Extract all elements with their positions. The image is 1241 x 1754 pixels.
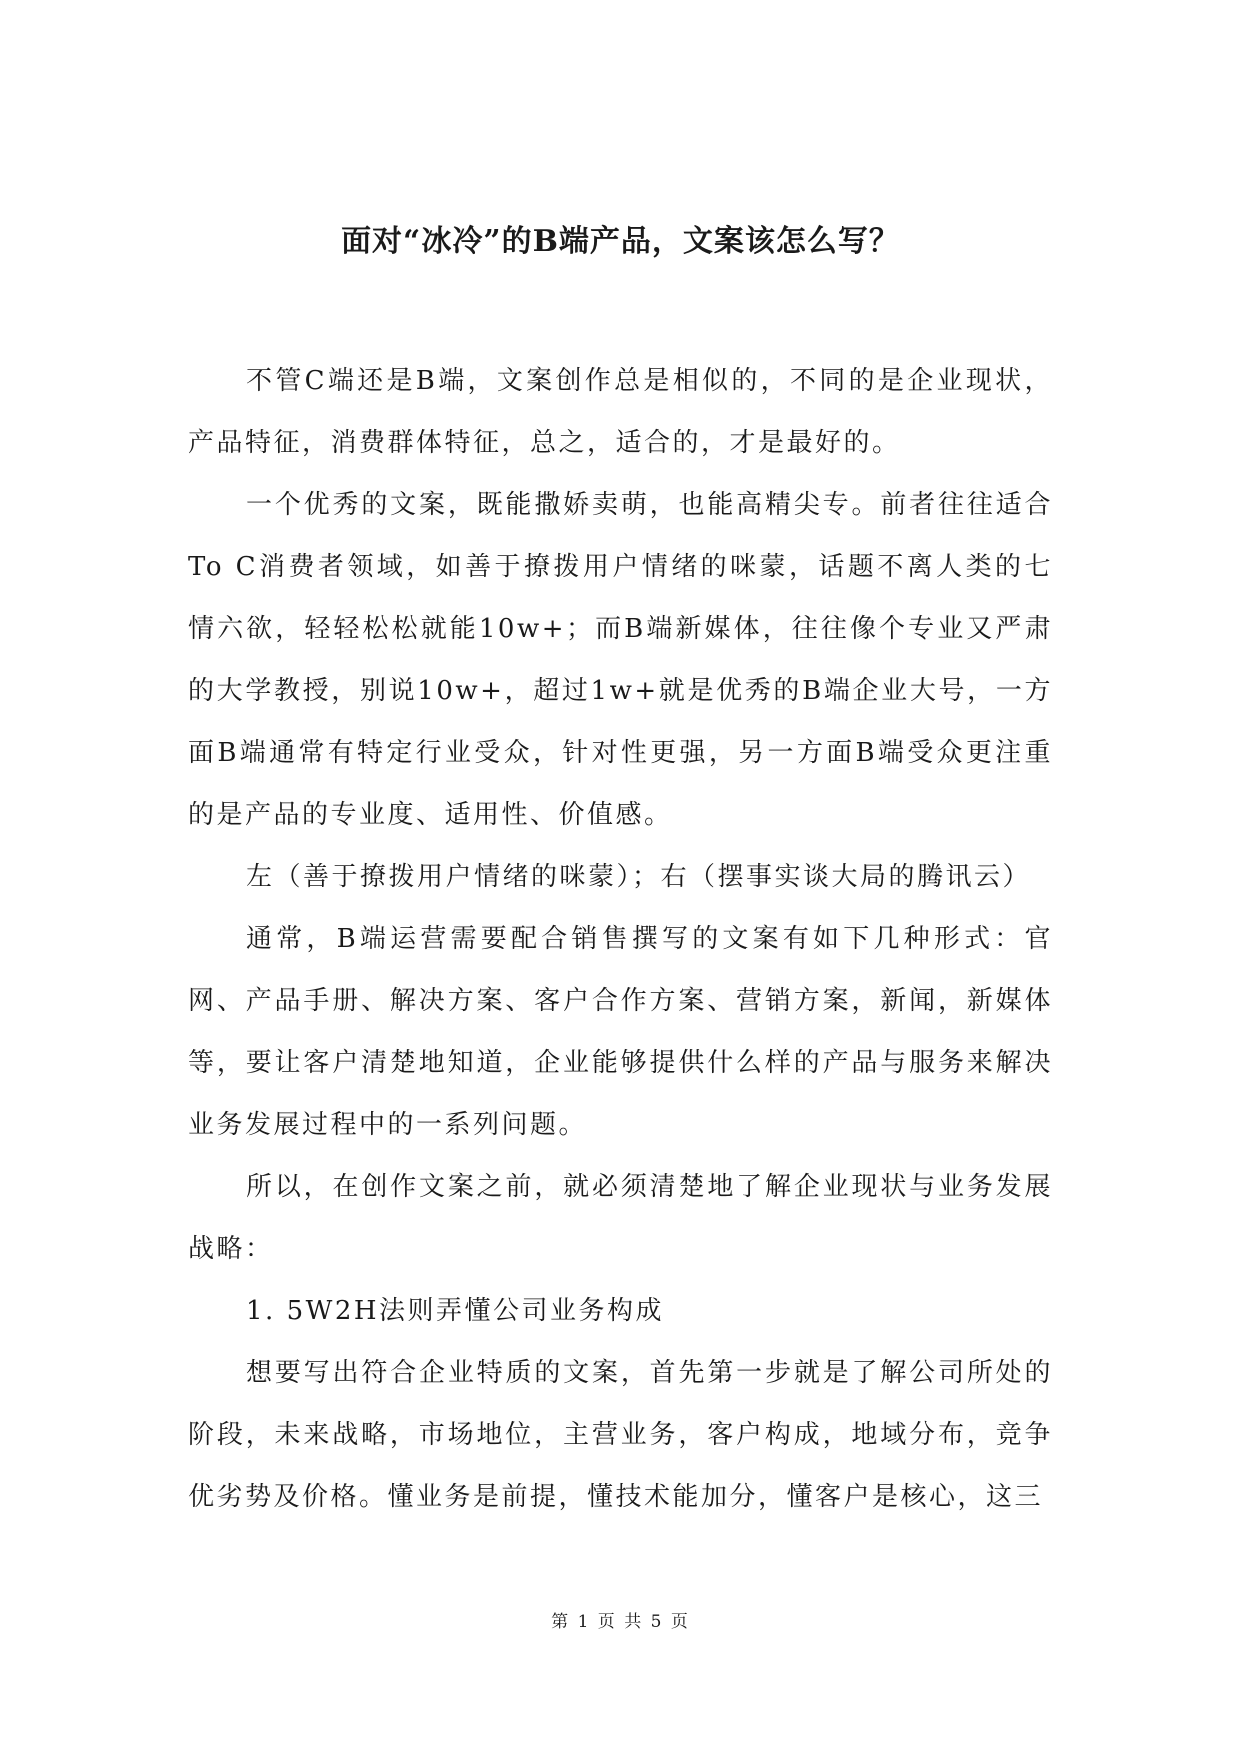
- page-footer: 第 1 页 共 5 页: [551, 1612, 690, 1632]
- paragraph: 通常，B端运营需要配合销售撰写的文案有如下几种形式：官网、产品手册、解决方案、客户合作方案、营销方案，新闻，新媒体等，要让客户清楚地知道，企业能够提供什么样的产品与服务来解决业务发展过程中的一系列问题。: [188, 924, 1053, 1140]
- paragraph: 不管C端还是B端，文案创作总是相似的，不同的是企业现状，产品特征，消费群体特征，总之，适合的，才是最好的。: [188, 366, 1053, 458]
- paragraph: 所以，在创作文案之前，就必须清楚地了解企业现状与业务发展战略：: [188, 1172, 1053, 1264]
- document-title: 面对“冰冷”的B端产品，文案该怎么写？: [341, 224, 900, 259]
- paragraph: 想要写出符合企业特质的文案，首先第一步就是了解公司所处的阶段，未来战略，市场地位，主营业务，客户构成，地域分布，竞争优劣势及价格。懂业务是前提，懂技术能加分，懂客户是核心，这三: [188, 1358, 1053, 1512]
- document-body: [188, 350, 1053, 1528]
- paragraph: 左（善于撩拨用户情绪的咪蒙）；右（摆事实谈大局的腾讯云）: [246, 862, 1032, 892]
- paragraph: 一个优秀的文案，既能撒娇卖萌，也能高精尖专。前者往往适合To C消费者领域，如善于撩拨用户情绪的咪蒙，话题不离人类的七情六欲，轻轻松松就能10w+；而B端新媒体，往往像个专业又严肃的大学教授，别说10w+，超过1w+就是优秀的B端企业大号，一方面B端通常有特定行业受众，针对性更强，另一方面B端受众更注重的是产品的专业度、适用性、价值感。: [188, 490, 1053, 830]
- section-heading: 1. 5W2H法则弄懂公司业务构成: [246, 1296, 665, 1326]
